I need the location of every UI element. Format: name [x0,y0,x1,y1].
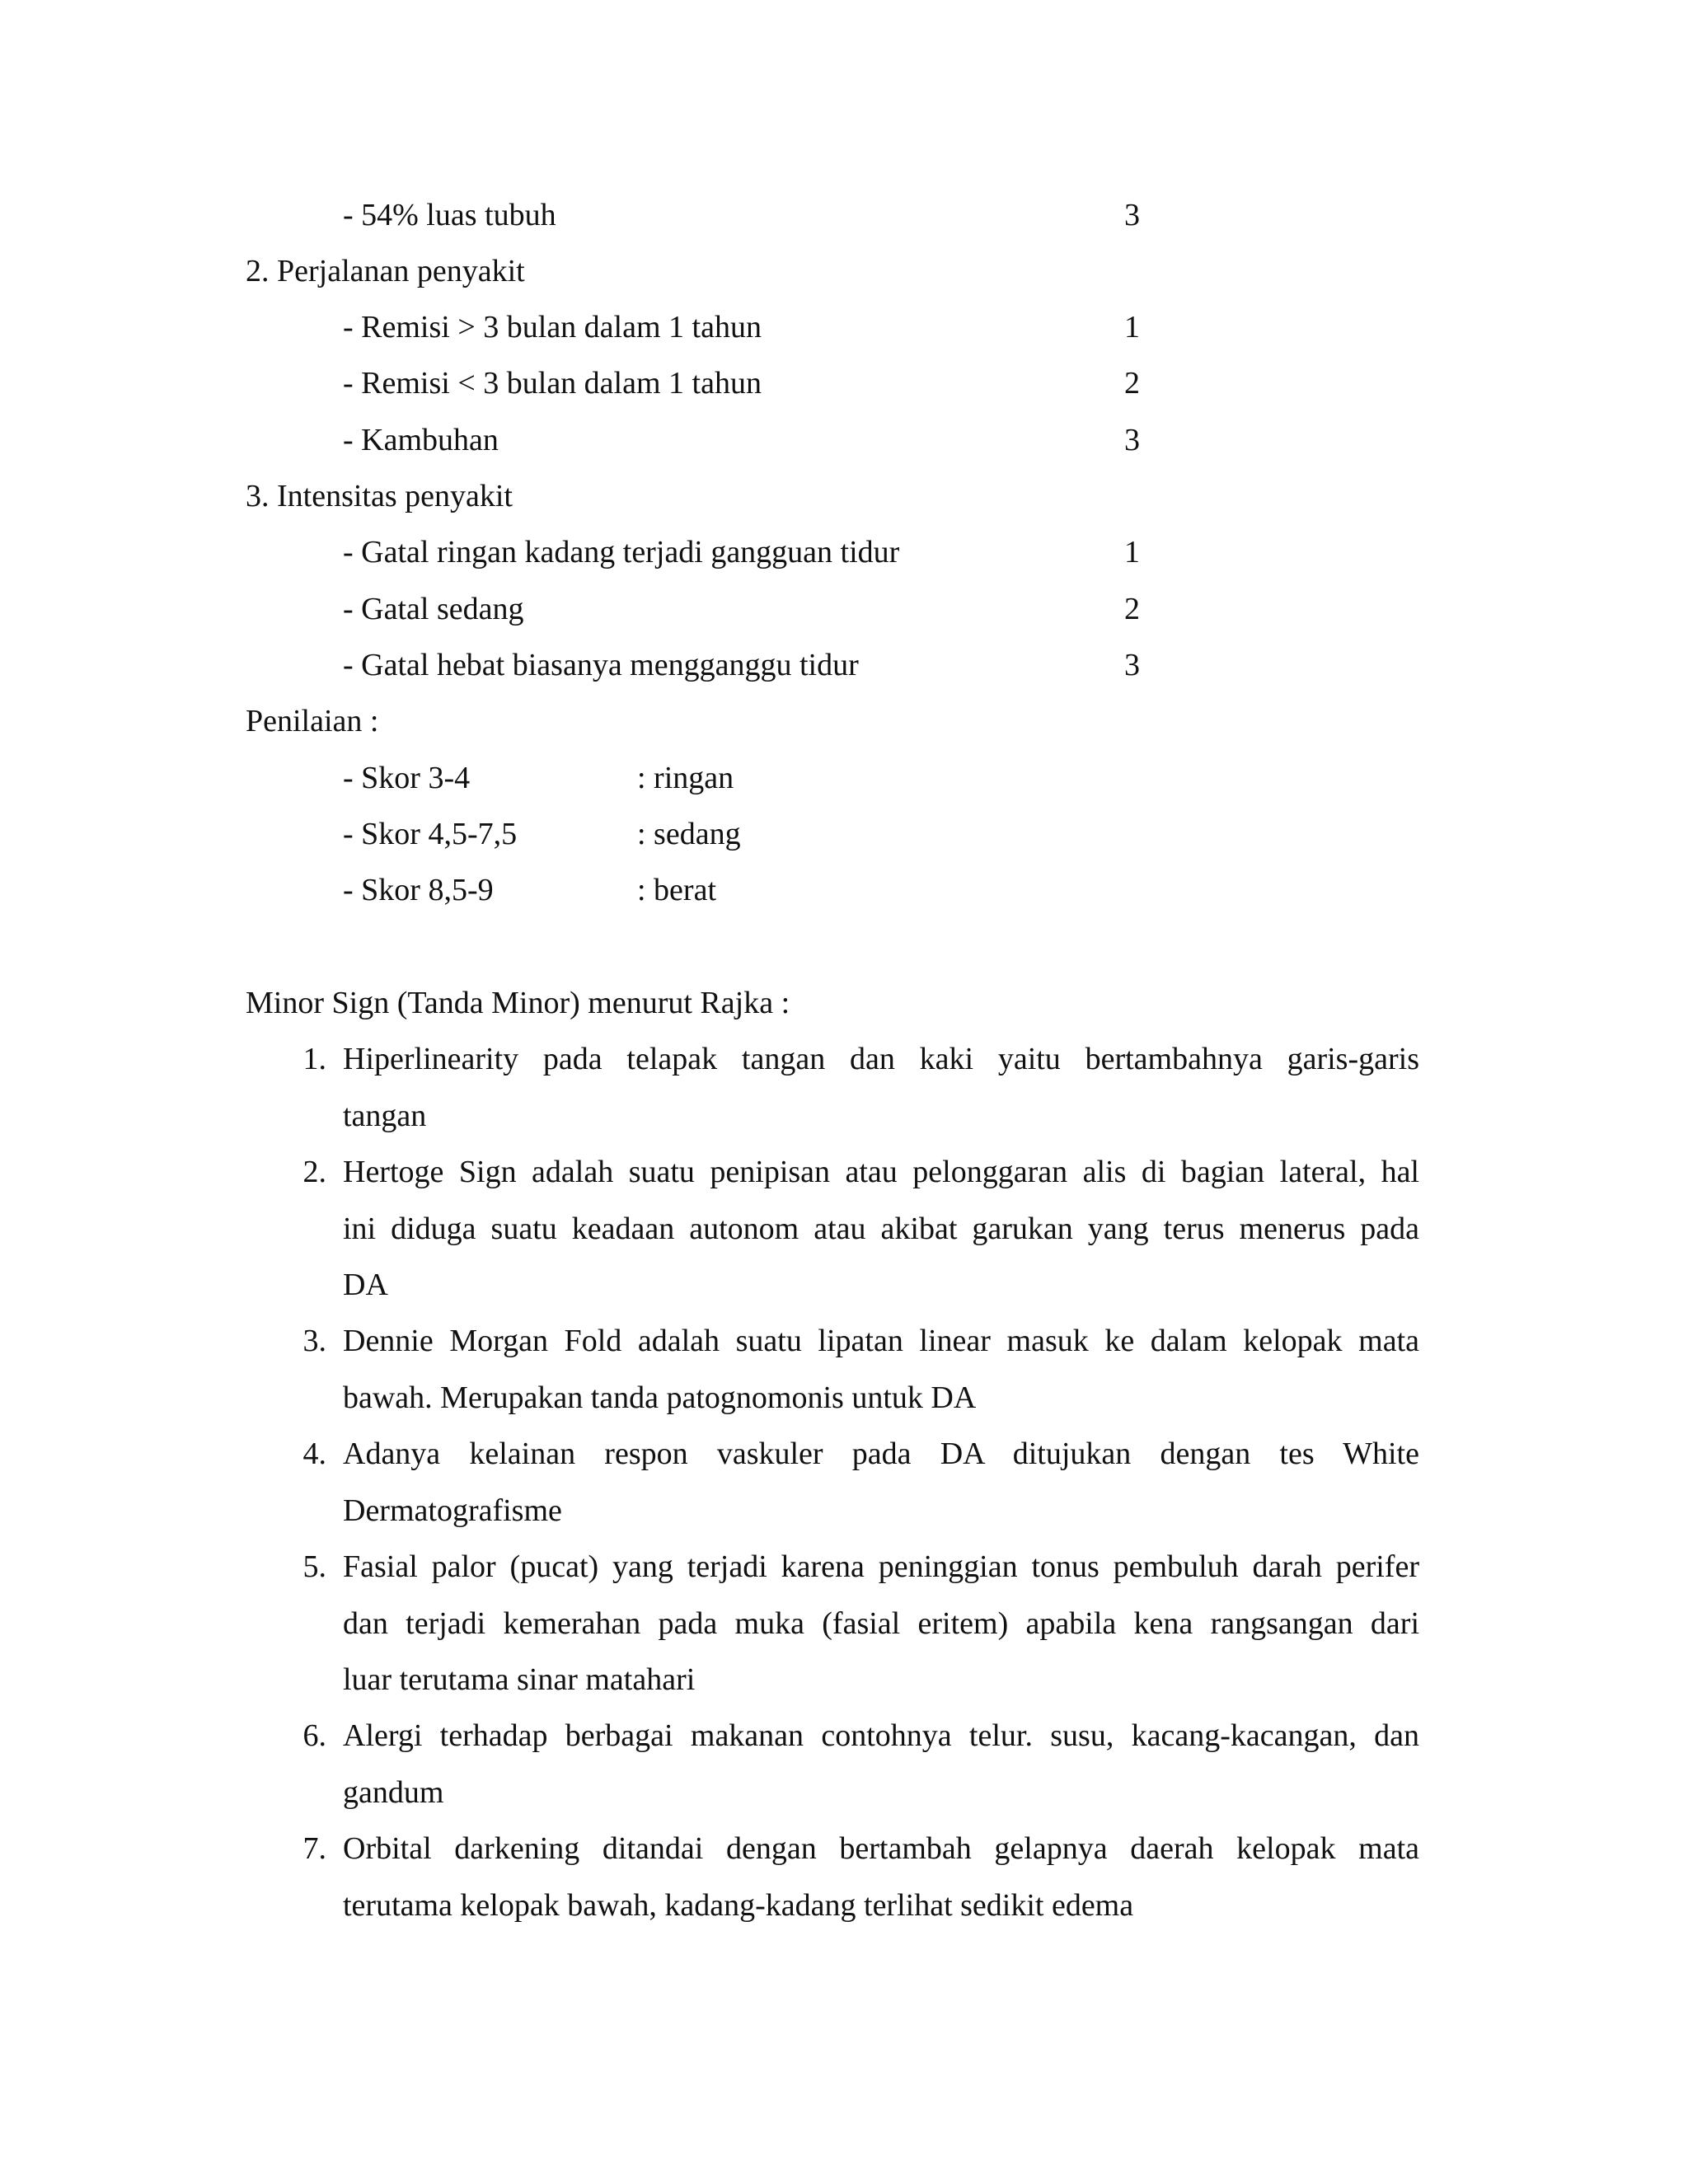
list-item-line: gandum [343,1774,444,1810]
assessment-range: - Skor 4,5-7,5 [343,817,518,851]
assessment-category: : berat [637,873,717,907]
criteria-score: 3 [1124,648,1140,682]
criteria-item: - Remisi < 3 bulan dalam 1 tahun [343,366,762,401]
list-item-line: Adanya kelainan respon vaskuler pada DA ditujukan dengan tes White [343,1436,1419,1471]
list-item-line: DA [343,1268,388,1302]
assessment-range: - Skor 8,5-9 [343,873,494,907]
minor-signs-title: Minor Sign (Tanda Minor) menurut Rajka : [246,986,790,1020]
list-number: 5. [302,1549,326,1584]
criteria-score: 2 [1124,366,1140,401]
list-item-line: terutama kelopak bawah, kadang-kadang terlihat sedikit edema [343,1887,1134,1923]
assessment-category: : ringan [637,761,734,795]
criteria-score: 2 [1124,592,1140,626]
criteria-score: 1 [1124,535,1140,569]
criteria-item: - Kambuhan [343,423,499,457]
list-item-line: bawah. Merupakan tanda patognomonis untuk DA [343,1380,977,1415]
list-item-text [343,1708,1419,1821]
criteria-score: 1 [1124,310,1140,344]
criteria-item: - Remisi > 3 bulan dalam 1 tahun [343,310,762,344]
assessment-category: : sedang [637,817,741,851]
assessment-range: - Skor 3-4 [343,761,471,795]
list-item-line: Fasial palor (pucat) yang terjadi karena peninggian tonus pembuluh darah perifer [343,1549,1419,1584]
list-item-line: Dermatografisme [343,1493,562,1528]
list-item-line: Orbital darkening ditandai dengan bertambah gelapnya daerah kelopak mata [343,1831,1419,1866]
criteria-item: - Gatal hebat biasanya mengganggu tidur [343,648,859,682]
list-item-text [343,1031,1419,1144]
list-number: 1. [302,1042,326,1076]
criteria-item: - Gatal ringan kadang terjadi gangguan tidur [343,535,900,569]
assessment-title: Penilaian : [246,704,379,738]
list-number: 3. [302,1324,326,1358]
list-item-text [343,1313,1419,1426]
list-item-line: tangan [343,1098,427,1133]
list-item-line: ini diduga suatu keadaan autonom atau akibat garukan yang terus menerus pada [343,1211,1419,1246]
criteria-heading: 3. Intensitas penyakit [246,479,513,513]
criteria-score: 3 [1124,423,1140,457]
list-number: 7. [302,1831,326,1866]
criteria-item: - 54% luas tubuh [343,198,556,232]
list-item-line: Dennie Morgan Fold adalah suatu lipatan linear masuk ke dalam kelopak mata [343,1324,1419,1358]
criteria-heading: 2. Perjalanan penyakit [246,254,525,288]
list-item-line: luar terutama sinar matahari [343,1662,696,1697]
list-item-text [343,1821,1419,1933]
list-item-text [343,1426,1419,1539]
list-number: 6. [302,1718,326,1753]
list-item-line: Hiperlinearity pada telapak tangan dan kaki yaitu bertambahnya garis-garis [343,1042,1419,1076]
list-item-text [343,1539,1419,1708]
criteria-score: 3 [1124,198,1140,232]
list-number: 2. [302,1155,326,1189]
list-item-line: Hertoge Sign adalah suatu penipisan atau pelonggaran alis di bagian lateral, hal [343,1155,1419,1189]
list-item-line: dan terjadi kemerahan pada muka (fasial eritem) apabila kena rangsangan dari [343,1605,1419,1641]
list-number: 4. [302,1436,326,1471]
list-item-text [343,1144,1419,1314]
criteria-item: - Gatal sedang [343,592,524,626]
list-item-line: Alergi terhadap berbagai makanan contohnya telur. susu, kacang-kacangan, dan [343,1718,1419,1753]
